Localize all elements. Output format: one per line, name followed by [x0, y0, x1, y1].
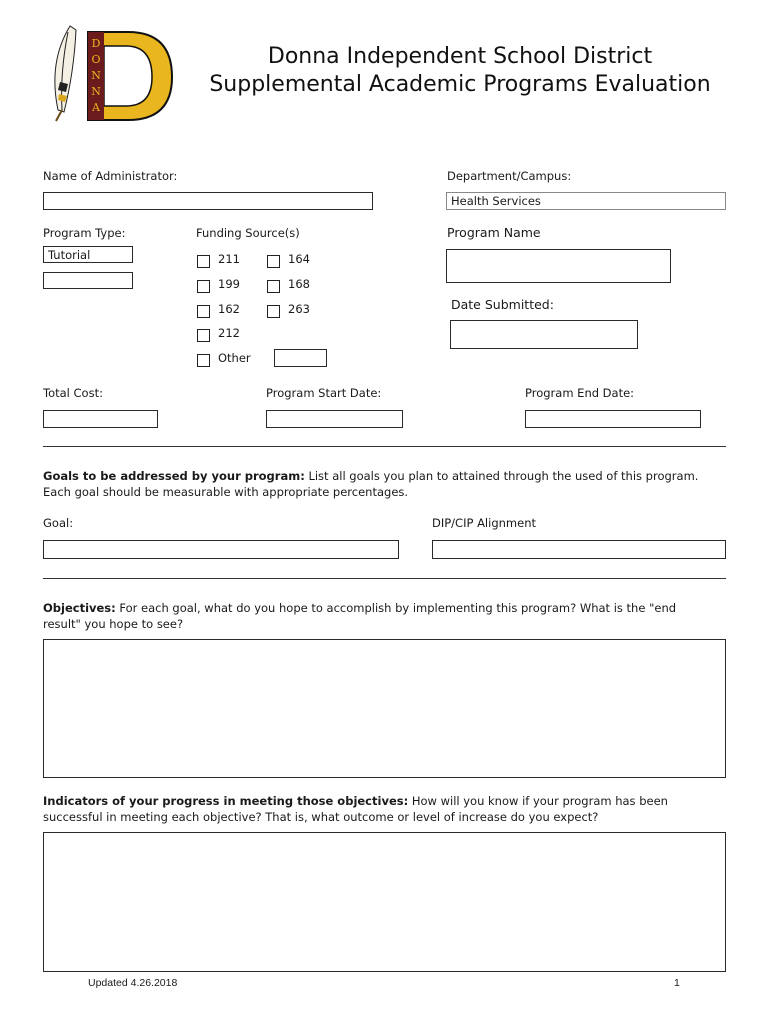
- funding-label: Funding Source(s): [196, 226, 300, 240]
- total-cost-field[interactable]: [43, 410, 158, 428]
- start-date-label: Program Start Date:: [266, 386, 382, 400]
- indicators-textarea[interactable]: [43, 832, 726, 972]
- funding-164-checkbox[interactable]: [267, 255, 280, 268]
- administrator-label: Name of Administrator:: [43, 169, 178, 183]
- funding-162-checkbox[interactable]: [197, 305, 210, 318]
- page-title-line1: Donna Independent School District: [267, 44, 653, 69]
- indicators-heading: [43, 793, 713, 825]
- dip-cip-field[interactable]: [432, 540, 726, 559]
- administrator-field[interactable]: [43, 192, 373, 210]
- program-name-field[interactable]: [446, 249, 671, 283]
- total-cost-label: Total Cost:: [43, 386, 103, 400]
- funding-164-label: 164: [288, 252, 310, 266]
- page-number: 1: [674, 977, 680, 989]
- indicators-heading-text: How will you know if your program has been successful in meeting each objective? That is, what outcome or level of increase do you expect?: [43, 794, 668, 824]
- funding-other-field[interactable]: [274, 349, 327, 367]
- date-submitted-label: Date Submitted:: [451, 297, 554, 312]
- funding-other-label: Other: [218, 351, 251, 365]
- funding-212-checkbox[interactable]: [197, 329, 210, 342]
- funding-199-checkbox[interactable]: [197, 280, 210, 293]
- funding-263-checkbox[interactable]: [267, 305, 280, 318]
- program-type-field-2[interactable]: [43, 272, 133, 289]
- funding-other-checkbox[interactable]: [197, 354, 210, 367]
- logo-letters: DONNA: [91, 37, 101, 114]
- funding-211-checkbox[interactable]: [197, 255, 210, 268]
- goals-heading-bold: Goals to be addressed by your program:: [43, 469, 305, 483]
- goals-heading: [43, 468, 713, 500]
- objectives-heading-bold: Objectives:: [43, 601, 116, 615]
- program-type-field[interactable]: Tutorial: [43, 246, 133, 263]
- district-logo: [40, 22, 175, 122]
- goal-field[interactable]: [43, 540, 399, 559]
- goals-heading-text: List all goals you plan to attained through the used of this program. Each goal should be measurable with appropriate percentages.: [43, 469, 699, 499]
- divider-2: [43, 578, 726, 579]
- date-submitted-field[interactable]: [450, 320, 638, 349]
- funding-199-label: 199: [218, 277, 240, 291]
- feather-d-logo-icon: [40, 22, 175, 122]
- page-title-line2: Supplemental Academic Programs Evaluation: [209, 72, 711, 97]
- funding-263-label: 263: [288, 302, 310, 316]
- funding-212-label: 212: [218, 326, 240, 340]
- objectives-heading: [43, 600, 713, 632]
- objectives-heading-text: For each goal, what do you hope to accomplish by implementing this program? What is the "end result" you hope to see?: [43, 601, 677, 631]
- funding-168-checkbox[interactable]: [267, 280, 280, 293]
- end-date-field[interactable]: [525, 410, 701, 428]
- dip-cip-label: DIP/CIP Alignment: [432, 516, 536, 530]
- indicators-heading-bold: Indicators of your progress in meeting those objectives:: [43, 794, 409, 808]
- program-type-label: Program Type:: [43, 226, 126, 240]
- goal-label: Goal:: [43, 516, 74, 530]
- start-date-field[interactable]: [266, 410, 403, 428]
- updated-date: Updated 4.26.2018: [88, 977, 178, 989]
- divider-1: [43, 446, 726, 447]
- department-label: Department/Campus:: [447, 169, 572, 183]
- funding-211-label: 211: [218, 252, 240, 266]
- funding-162-label: 162: [218, 302, 240, 316]
- end-date-label: Program End Date:: [525, 386, 635, 400]
- funding-168-label: 168: [288, 277, 310, 291]
- objectives-textarea[interactable]: [43, 639, 726, 778]
- program-name-label: Program Name: [447, 225, 541, 240]
- department-field[interactable]: Health Services: [446, 192, 726, 210]
